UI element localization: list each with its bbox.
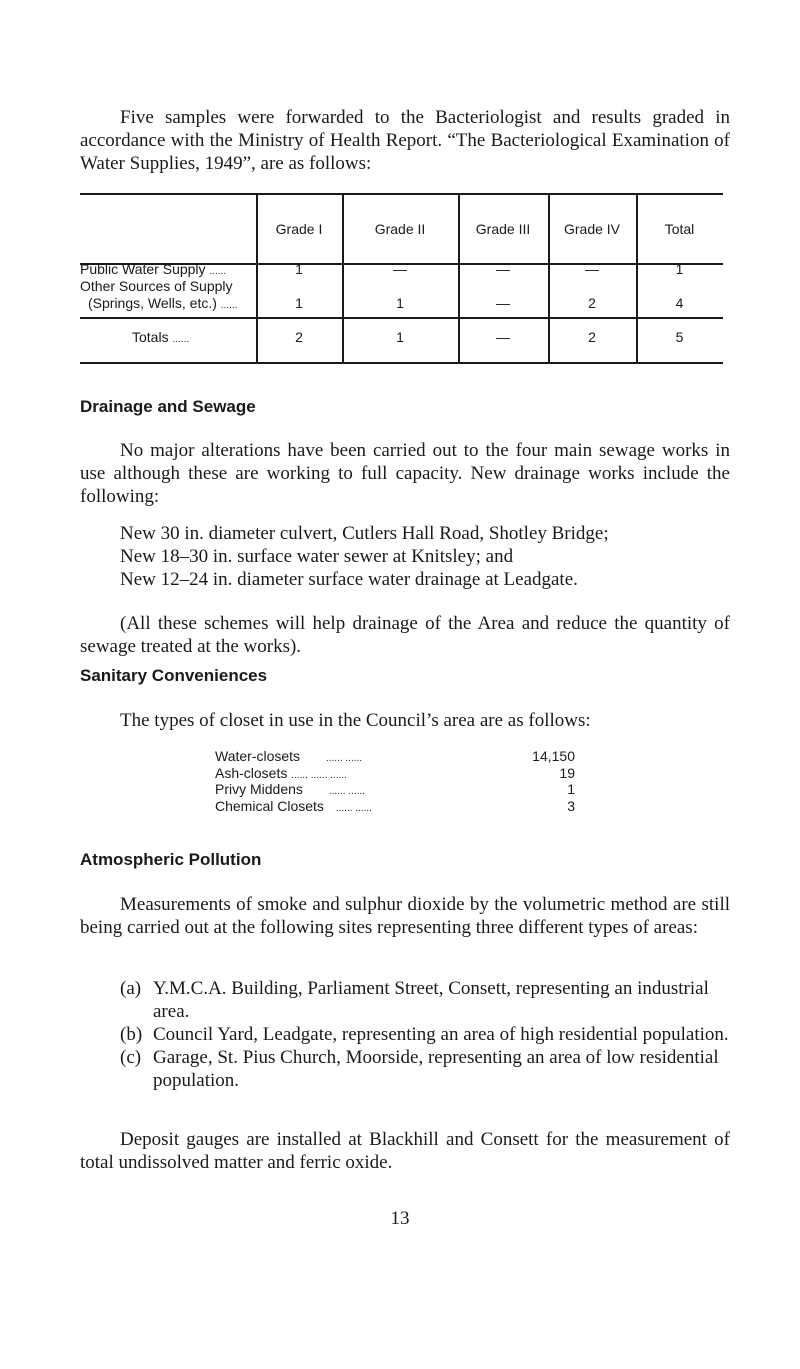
item-text: Council Yard, Leadgate, representing an area of high residential population.: [153, 1024, 729, 1045]
totals-cell: 5: [675, 329, 684, 345]
table-bottom-rule: [80, 362, 723, 364]
table-cell: 1: [396, 295, 404, 311]
drainage-schemes: [120, 522, 740, 591]
page-number: 13: [390, 1208, 410, 1229]
deposit-paragraph: Deposit gauges are installed at Blackhill and Consett for the measurement of total undissolved matter and ferric oxide.: [80, 1129, 730, 1173]
bacteriology-table: [80, 193, 723, 363]
closet-label: Privy Middens: [215, 781, 303, 797]
list-item: [215, 798, 575, 815]
table-cell: 1: [675, 261, 684, 277]
item-text: Y.M.C.A. Building, Parliament Street, Consett, representing an industrial area.: [153, 978, 709, 1022]
list-item: [120, 1023, 730, 1046]
sanitary-heading: Sanitary Conveniences: [80, 666, 268, 685]
header-grade-3: Grade III: [475, 221, 531, 237]
table-cell: —: [496, 295, 510, 311]
table-cell: 4: [675, 295, 684, 311]
atmospheric-paragraph: Measurements of smoke and sulphur dioxide by the volumetric method are still being carried out at the following sites representing three different types of areas:: [80, 894, 730, 938]
drainage-heading: Drainage and Sewage: [80, 397, 256, 416]
leader-dots: ...... ...... ......: [291, 769, 347, 781]
closet-label: Water-closets: [215, 748, 301, 764]
table-cell: 1: [295, 261, 303, 277]
table-cell: —: [496, 261, 510, 277]
closet-value: 3: [567, 797, 575, 814]
row-label-other-2: (Springs, Wells, etc.) ......: [88, 295, 238, 311]
intro-paragraph: Five samples were forwarded to the Bacteriologist and results graded in accordance with the Ministry of Health Report. “The Bacteriological Examination of Water Supplies, 1949”, are as follows:: [80, 107, 730, 174]
closet-label: Chemical Closets: [215, 797, 324, 814]
list-item: [120, 1046, 730, 1092]
closet-value: 14,150: [532, 748, 575, 764]
sanitary-paragraph: The types of closet in use in the Council’s area are as follows:: [120, 710, 591, 731]
leader-dots: ...... ......: [325, 753, 363, 764]
totals-cell: 2: [295, 329, 303, 345]
header-grade-4: Grade IV: [563, 221, 621, 237]
table-cell: 1: [295, 295, 303, 311]
row-label-other-1: Other Sources of Supply: [80, 278, 233, 294]
header-grade-1: Grade I: [275, 221, 323, 237]
scheme-item: New 18–30 in. surface water sewer at Knitsley; and: [120, 546, 514, 567]
item-mark: (b): [120, 1024, 143, 1045]
leader-dots: ...... ......: [335, 802, 372, 814]
row-label-public: Public Water Supply ......: [80, 261, 227, 277]
table-cell: 2: [588, 295, 596, 311]
scheme-item: New 12–24 in. diameter surface water drainage at Leadgate.: [120, 569, 578, 590]
table-cell: —: [393, 261, 407, 277]
list-item: [215, 765, 575, 782]
totals-label: Totals ......: [132, 329, 190, 345]
item-text: Garage, St. Pius Church, Moorside, representing an area of low residential population.: [153, 1047, 719, 1091]
list-item: [120, 977, 730, 1023]
list-item: [215, 781, 575, 798]
closet-value: 19: [559, 764, 575, 781]
header-grade-2: Grade II: [374, 221, 426, 237]
closet-value: 1: [567, 781, 575, 797]
item-mark: (c): [120, 1047, 142, 1068]
leader-dots: ...... ......: [328, 786, 365, 797]
totals-cell: 2: [588, 329, 596, 345]
drainage-note: (All these schemes will help drainage of the Area and reduce the quantity of sewage treated at the works).: [80, 613, 730, 657]
table-top-rule: [80, 193, 723, 195]
totals-cell: 1: [396, 329, 404, 345]
table-totals-rule: [80, 317, 723, 319]
item-mark: (a): [120, 978, 142, 999]
header-total: Total: [664, 221, 695, 237]
list-item: [215, 748, 575, 765]
table-cell: —: [585, 261, 599, 277]
atmospheric-heading: Atmospheric Pollution: [80, 850, 262, 869]
closet-list: [215, 748, 575, 814]
drainage-paragraph: No major alterations have been carried out to the four main sewage works in use although these are working to full capacity. New drainage works include the following:: [80, 440, 730, 507]
closet-label: Ash-closets: [215, 764, 288, 781]
totals-cell: —: [496, 329, 510, 345]
sites-list: [120, 977, 730, 1092]
scheme-item: New 30 in. diameter culvert, Cutlers Hall Road, Shotley Bridge;: [120, 523, 609, 544]
